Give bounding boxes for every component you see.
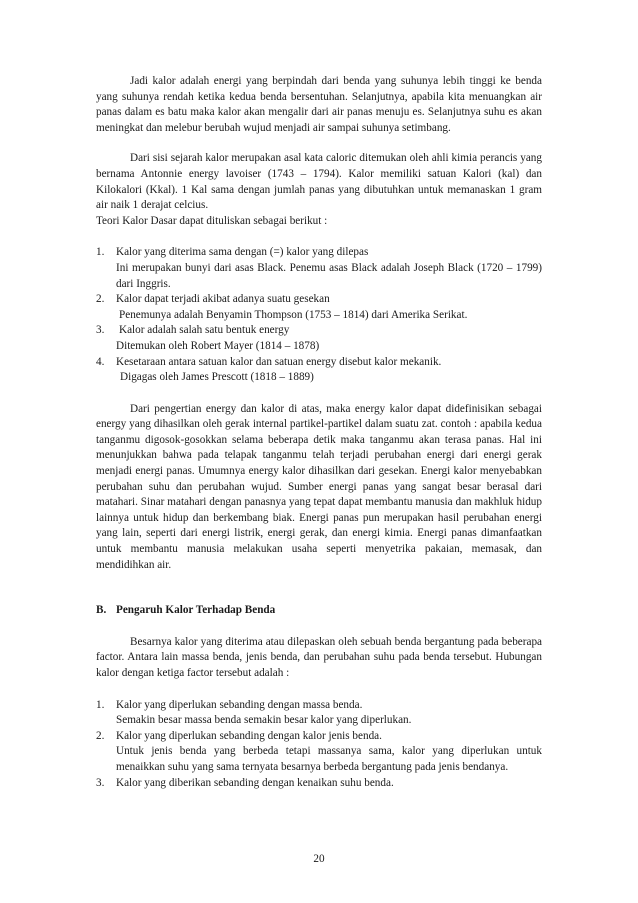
list-item — [96, 323, 542, 354]
section-heading — [96, 603, 542, 619]
list-item-detail: Semakin besar massa benda semakin besar kalor yang diperlukan. — [116, 714, 412, 727]
history-paragraph: Dari sisi sejarah kalor merupakan asal kata caloric ditemukan oleh ahli kimia perancis yang bernama Antonnie energy lavoiser (1743 – 1794). Kalor memiliki satuan Kalori (kal) dan Kilokalori (Kkal). 1 Kal sama dengan jumlah panas yang dibutuhkan untuk memanaskan 1 gram air naik 1 derajat celcius. — [96, 152, 542, 212]
list-item-title: Kalor dapat terjadi akibat adanya suatu gesekan — [116, 293, 330, 306]
list-item-title: Kesetaraan antara satuan kalor dan satuan energy disebut kalor mekanik. — [116, 355, 442, 368]
intro-paragraph: Jadi kalor adalah energi yang berpindah dari benda yang suhunya lebih tinggi ke benda yang suhunya rendah ketika kedua benda bersentuhan. Selanjutnya, apabila kita menuangkan air panas dalam es batu maka kalor akan mengalir dari air panas menuju es. Selanjutnya suhu es akan meningkat dan melebur berubah wujud menjadi air sampai suhunya setimbang. — [96, 75, 542, 134]
list-item-number: 3. — [96, 324, 105, 337]
list-item-title: Kalor yang diperlukan sebanding dengan massa benda. — [116, 698, 363, 711]
list-item-detail: Untuk jenis benda yang berbeda tetapi massanya sama, kalor yang diperlukan untuk menaikkan suhu yang sama ternyata besarnya berbeda bergantung pada jenis bendanya. — [116, 745, 542, 773]
list-item-number: 3. — [96, 776, 105, 789]
list-item-detail: Ditemukan oleh Robert Mayer (1814 – 1878) — [116, 339, 320, 352]
list-item-title: Kalor yang diterima sama dengan (=) kalor yang dilepas — [116, 246, 369, 259]
list-item-detail: Digagas oleh James Prescott (1818 – 1889) — [120, 371, 314, 384]
list-item — [96, 292, 542, 323]
list-item — [96, 355, 542, 386]
factor-list — [96, 698, 542, 792]
section-paragraph: Besarnya kalor yang diterima atau dilepaskan oleh sebuah benda bergantung pada beberapa factor. Antara lain massa benda, jenis benda, dan perubahan suhu pada benda tersebut. Hubungan kalor dengan ketiga factor tersebut adalah : — [96, 635, 542, 679]
list-item-number: 1. — [96, 246, 105, 259]
list-item-title: Kalor yang diperlukan sebanding dengan kalor jenis benda. — [116, 729, 382, 742]
list-item — [96, 245, 542, 292]
energy-definition-paragraph: Dari pengertian energy dan kalor di atas, maka energy kalor dapat didefinisikan sebagai energy yang dihasilkan oleh gerak internal partikel-partikel dalam suatu zat. contoh : apabila kedua tanganmu digosok-gosokkan selama beberapa detik maka tanganmu akan terasa panas. Hal ini menunjukkan bahwa pada telapak tanganmu telah terjadi perubahan energi dari energi gerak menjadi energi panas. Umumnya energy kalor dihasilkan dari gesekan. Energi kalor menyebabkan perubahan suhu dan perubahan wujud. Sumber energi panas yang sangat besar berasal dari matahari. Sinar matahari dengan panasnya yang tepat dapat membantu manusia dan makhluk hidup lainnya untuk hidup dan berkembang biak. Energi panas pun merupakan hasil perubahan energi yang lain, seperti dari energi listrik, energi gerak, dan energi kimia. Energi panas dimanfaatkan untuk membantu manusia melakukan usaha seperti menyetrika pakaian, memasak, dan mendidihkan air. — [96, 402, 542, 571]
list-item-title: Kalor yang diberikan sebanding dengan kenaikan suhu benda. — [116, 776, 394, 789]
page-number: 20 — [313, 853, 325, 865]
list-item — [96, 776, 542, 792]
theory-list — [96, 245, 542, 385]
list-item-number: 1. — [96, 698, 105, 711]
list-item-detail: Penemunya adalah Benyamin Thompson (1753 – 1814) dari Amerika Serikat. — [119, 308, 468, 321]
list-item — [96, 698, 542, 729]
list-item-number: 2. — [96, 729, 105, 742]
section-title: Pengaruh Kalor Terhadap Benda — [116, 604, 276, 617]
list-item-title: Kalor adalah salah satu bentuk energy — [119, 324, 290, 337]
list-item — [96, 729, 542, 776]
section-letter: B. — [96, 604, 107, 617]
list-item-detail: Ini merupakan bunyi dari asas Black. Penemu asas Black adalah Joseph Black (1720 – 1799) dari Inggris. — [116, 261, 542, 290]
list-item-number: 2. — [96, 293, 105, 306]
list-item-number: 4. — [96, 355, 105, 368]
theory-intro: Teori Kalor Dasar dapat dituliskan sebagai berikut : — [96, 214, 328, 227]
document-page — [96, 74, 542, 791]
